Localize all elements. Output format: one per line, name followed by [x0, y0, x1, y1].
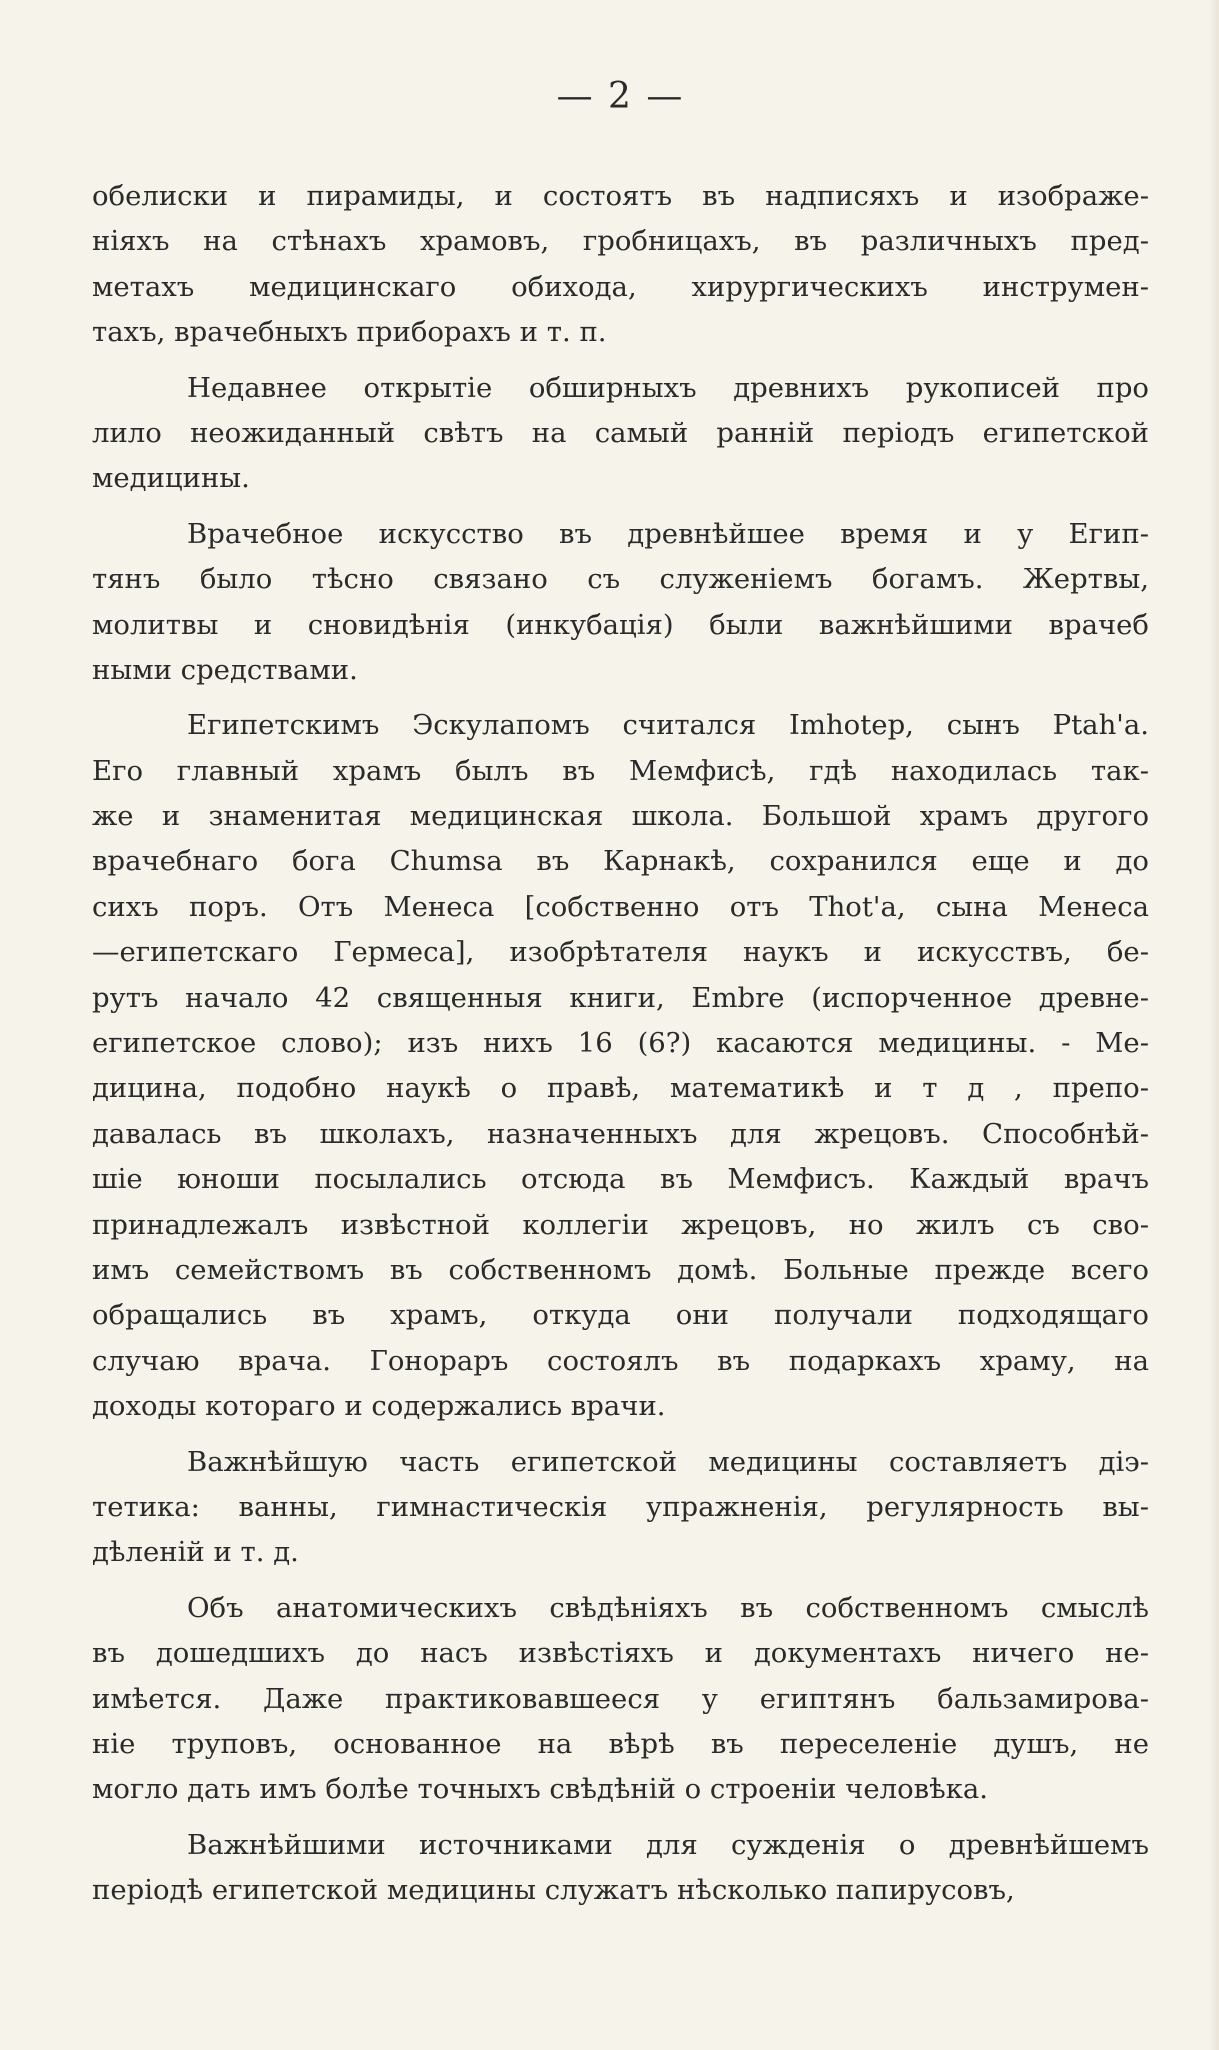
paragraph-gap [92, 1576, 1149, 1586]
paragraph-gap [92, 1813, 1149, 1823]
text-line: лило неожиданный свѣтъ на самый ранній періодъ египетской [92, 416, 1149, 449]
paragraph [92, 1823, 1149, 1914]
paragraph [92, 174, 1149, 356]
page-edge-shadow [1209, 0, 1219, 2050]
text-line: тахъ, врачебныхъ приборахъ и т. п. [92, 316, 607, 349]
text-line: имѣется. Даже практиковавшееся у египтянъ бальзамирова- [92, 1682, 1149, 1715]
text-line: доходы котораго и содержались врачи. [92, 1390, 666, 1423]
paragraph-gap [92, 693, 1149, 703]
text-line: давалась въ школахъ, назначенныхъ для жрецовъ. Способнѣй- [92, 1117, 1149, 1150]
text-line: метахъ медицинскаго обихода, хирургическихъ инструмен- [92, 270, 1149, 303]
text-line: Врачебное искусство въ древнѣйшее время и у Егип- [187, 517, 1149, 550]
paragraph [92, 512, 1149, 694]
text-line: дѣленій и т. д. [92, 1536, 299, 1569]
text-line: имъ семействомъ въ собственномъ домѣ. Больные прежде всего [92, 1253, 1149, 1286]
text-line: молитвы и сновидѣнія (инкубація) были важнѣйшими врачеб [92, 608, 1149, 641]
text-line: тетика: ванны, гимнастическія упражненія, регулярность вы- [92, 1490, 1149, 1523]
paragraph-gap [92, 502, 1149, 512]
text-line: рутъ начало 42 священныя книги, Embre (испорченное древне- [92, 981, 1149, 1014]
text-line: врачебнаго бога Chumsa въ Карнакѣ, сохранился еще и до [92, 845, 1149, 878]
text-line: египетское слово); изъ нихъ 16 (6?) касаются медицины. - Ме- [92, 1027, 1149, 1060]
paragraph [92, 703, 1149, 1429]
text-line: Важнѣйшую часть египетской медицины составляетъ діэ- [187, 1445, 1149, 1478]
page-number: — 2 — [556, 76, 685, 117]
text-line: медицины. [92, 462, 250, 495]
text-line: сихъ поръ. Отъ Менеса [собственно отъ Thot'а, сына Менеса [92, 890, 1149, 923]
text-line: періодѣ египетской медицины служатъ нѣсколько папирусовъ, [92, 1874, 1015, 1907]
body-text [92, 174, 1149, 1913]
text-line: принадлежалъ извѣстной коллегіи жрецовъ, но жилъ съ сво- [92, 1208, 1149, 1241]
text-line: въ дошедшихъ до насъ извѣстіяхъ и документахъ ничего не- [92, 1637, 1149, 1670]
text-line: Важнѣйшими источниками для сужденія о древнѣйшемъ [187, 1828, 1149, 1861]
paragraph [92, 1586, 1149, 1813]
paragraph-gap [92, 356, 1149, 366]
paragraph [92, 366, 1149, 502]
paragraph-gap [92, 1430, 1149, 1440]
text-line: ными средствами. [92, 653, 358, 686]
text-line: Объ анатомическихъ свѣдѣніяхъ въ собственномъ смыслѣ [187, 1591, 1149, 1624]
text-line: —египетскаго Гермеса], изобрѣтателя наукъ и искусствъ, бе- [92, 936, 1149, 969]
text-line: ніяхъ на стѣнахъ храмовъ, гробницахъ, въ различныхъ пред- [92, 225, 1149, 258]
text-line: случаю врача. Гонораръ состоялъ въ подаркахъ храму, на [92, 1344, 1149, 1377]
text-line: тянъ было тѣсно связано съ служеніемъ богамъ. Жертвы, [92, 563, 1149, 596]
text-line: Египетскимъ Эскулапомъ считался Imhotep, сынъ Ptah'а. [187, 709, 1149, 742]
text-line: обелиски и пирамиды, и состоятъ въ надписяхъ и изображе- [92, 180, 1149, 212]
text-line: шіе юноши посылались отсюда въ Мемфисъ. Каждый врачъ [92, 1163, 1149, 1196]
text-line: Недавнее открытіе обширныхъ древнихъ рукописей про [187, 371, 1149, 404]
paragraph [92, 1440, 1149, 1576]
text-line: могло дать имъ болѣе точныхъ свѣдѣній о строеніи человѣка. [92, 1773, 989, 1806]
text-line: дицина, подобно наукѣ о правѣ, математикѣ и т д , препо- [92, 1072, 1149, 1105]
text-line: Его главный храмъ былъ въ Мемфисѣ, гдѣ находилась так- [92, 754, 1149, 787]
text-line: обращались въ храмъ, откуда они получали подходящаго [92, 1299, 1149, 1332]
text-line: ніе труповъ, основанное на вѣрѣ въ переселеніе душъ, не [92, 1727, 1149, 1760]
text-line: же и знаменитая медицинская школа. Большой храмъ другого [92, 800, 1149, 833]
